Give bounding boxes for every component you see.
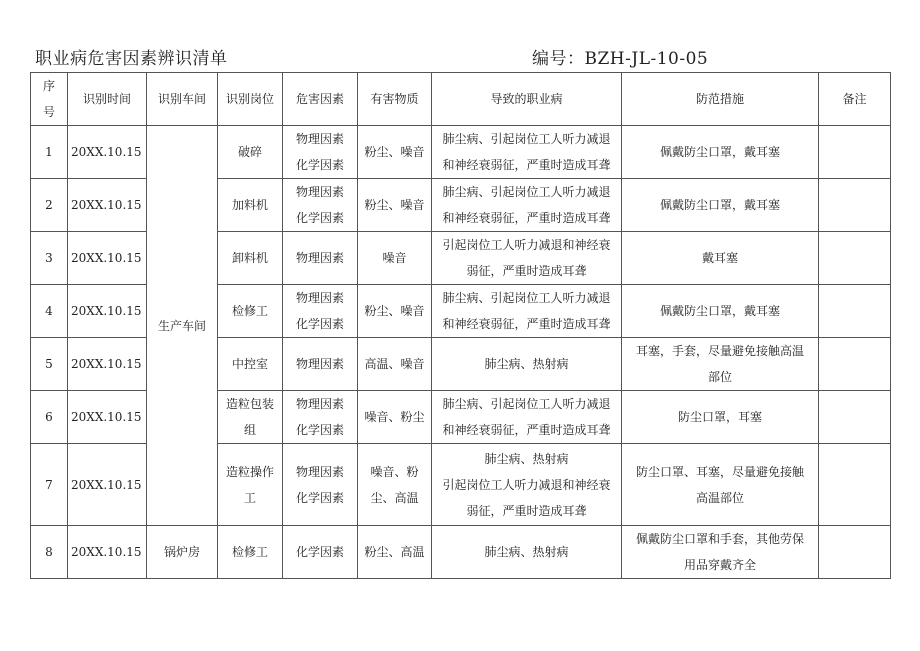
cell-disease: 肺尘病、热射病 — [432, 526, 622, 579]
cell-workshop: 锅炉房 — [147, 526, 218, 579]
cell-remark — [819, 526, 891, 579]
cell-substance: 高温、噪音 — [358, 338, 432, 391]
cell-factor: 物理因素 — [283, 338, 358, 391]
cell-post: 检修工 — [218, 285, 283, 338]
cell-remark — [819, 391, 891, 444]
cell-substance: 噪音、粉 尘、高温 — [358, 444, 432, 526]
cell-substance: 粉尘、高温 — [358, 526, 432, 579]
cell-factor: 物理因素 化学因素 — [283, 444, 358, 526]
cell-date: 20XX.10.15 — [68, 526, 147, 579]
cell-remark — [819, 179, 891, 232]
cell-seq: 1 — [31, 126, 68, 179]
cell-measures: 佩戴防尘口罩和手套，其他劳保 用品穿戴齐全 — [622, 526, 819, 579]
cell-remark — [819, 338, 891, 391]
col-header-remark: 备注 — [819, 73, 891, 126]
cell-disease: 引起岗位工人听力减退和神经衰 弱征，严重时造成耳聋 — [432, 232, 622, 285]
cell-date: 20XX.10.15 — [68, 391, 147, 444]
cell-date: 20XX.10.15 — [68, 232, 147, 285]
cell-disease: 肺尘病、引起岗位工人听力减退 和神经衰弱征，严重时造成耳聋 — [432, 179, 622, 232]
cell-post: 中控室 — [218, 338, 283, 391]
cell-post: 破碎 — [218, 126, 283, 179]
col-header-substance: 有害物质 — [358, 73, 432, 126]
document-title: 职业病危害因素辨识清单 — [35, 49, 228, 69]
cell-substance: 粉尘、噪音 — [358, 285, 432, 338]
cell-workshop: 生产车间 — [147, 126, 218, 526]
cell-disease: 肺尘病、热射病 — [432, 338, 622, 391]
cell-remark — [819, 232, 891, 285]
cell-seq: 6 — [31, 391, 68, 444]
cell-measures: 戴耳塞 — [622, 232, 819, 285]
cell-remark — [819, 285, 891, 338]
cell-date: 20XX.10.15 — [68, 179, 147, 232]
cell-substance: 粉尘、噪音 — [358, 179, 432, 232]
table-row — [31, 526, 891, 579]
cell-substance: 粉尘、噪音 — [358, 126, 432, 179]
cell-factor: 物理因素 化学因素 — [283, 179, 358, 232]
cell-seq: 4 — [31, 285, 68, 338]
cell-date: 20XX.10.15 — [68, 338, 147, 391]
table-row — [31, 126, 891, 179]
cell-factor: 物理因素 化学因素 — [283, 285, 358, 338]
cell-substance: 噪音 — [358, 232, 432, 285]
col-header-post: 识别岗位 — [218, 73, 283, 126]
cell-seq: 7 — [31, 444, 68, 526]
cell-factor: 物理因素 — [283, 232, 358, 285]
cell-factor: 化学因素 — [283, 526, 358, 579]
hazard-identification-table — [30, 72, 891, 579]
table-body — [31, 126, 891, 579]
cell-measures: 防尘口罩、耳塞，尽量避免接触 高温部位 — [622, 444, 819, 526]
cell-measures: 佩戴防尘口罩，戴耳塞 — [622, 126, 819, 179]
cell-measures: 佩戴防尘口罩，戴耳塞 — [622, 179, 819, 232]
cell-measures: 耳塞，手套，尽量避免接触高温 部位 — [622, 338, 819, 391]
cell-seq: 8 — [31, 526, 68, 579]
cell-post: 造粒操作 工 — [218, 444, 283, 526]
table-header-row — [31, 73, 891, 126]
col-header-workshop: 识别车间 — [147, 73, 218, 126]
col-header-date: 识别时间 — [68, 73, 147, 126]
cell-disease: 肺尘病、引起岗位工人听力减退 和神经衰弱征，严重时造成耳聋 — [432, 285, 622, 338]
cell-post: 检修工 — [218, 526, 283, 579]
cell-remark — [819, 444, 891, 526]
cell-seq: 5 — [31, 338, 68, 391]
cell-factor: 物理因素 化学因素 — [283, 126, 358, 179]
cell-seq: 2 — [31, 179, 68, 232]
col-header-measures: 防范措施 — [622, 73, 819, 126]
col-header-factor: 危害因素 — [283, 73, 358, 126]
cell-date: 20XX.10.15 — [68, 285, 147, 338]
cell-measures: 佩戴防尘口罩，戴耳塞 — [622, 285, 819, 338]
document-code: 编号：BZH-JL-10-05 — [532, 49, 709, 69]
cell-post: 造粒包装 组 — [218, 391, 283, 444]
cell-measures: 防尘口罩，耳塞 — [622, 391, 819, 444]
cell-factor: 物理因素 化学因素 — [283, 391, 358, 444]
cell-substance: 噪音、粉尘 — [358, 391, 432, 444]
cell-post: 卸料机 — [218, 232, 283, 285]
col-header-seq: 序 号 — [31, 73, 68, 126]
cell-seq: 3 — [31, 232, 68, 285]
cell-date: 20XX.10.15 — [68, 126, 147, 179]
cell-disease: 肺尘病、引起岗位工人听力减退 和神经衰弱征，严重时造成耳聋 — [432, 126, 622, 179]
cell-post: 加料机 — [218, 179, 283, 232]
cell-disease: 肺尘病、热射病 引起岗位工人听力减退和神经衰 弱征，严重时造成耳聋 — [432, 444, 622, 526]
cell-disease: 肺尘病、引起岗位工人听力减退 和神经衰弱征，严重时造成耳聋 — [432, 391, 622, 444]
col-header-disease: 导致的职业病 — [432, 73, 622, 126]
cell-date: 20XX.10.15 — [68, 444, 147, 526]
cell-remark — [819, 126, 891, 179]
